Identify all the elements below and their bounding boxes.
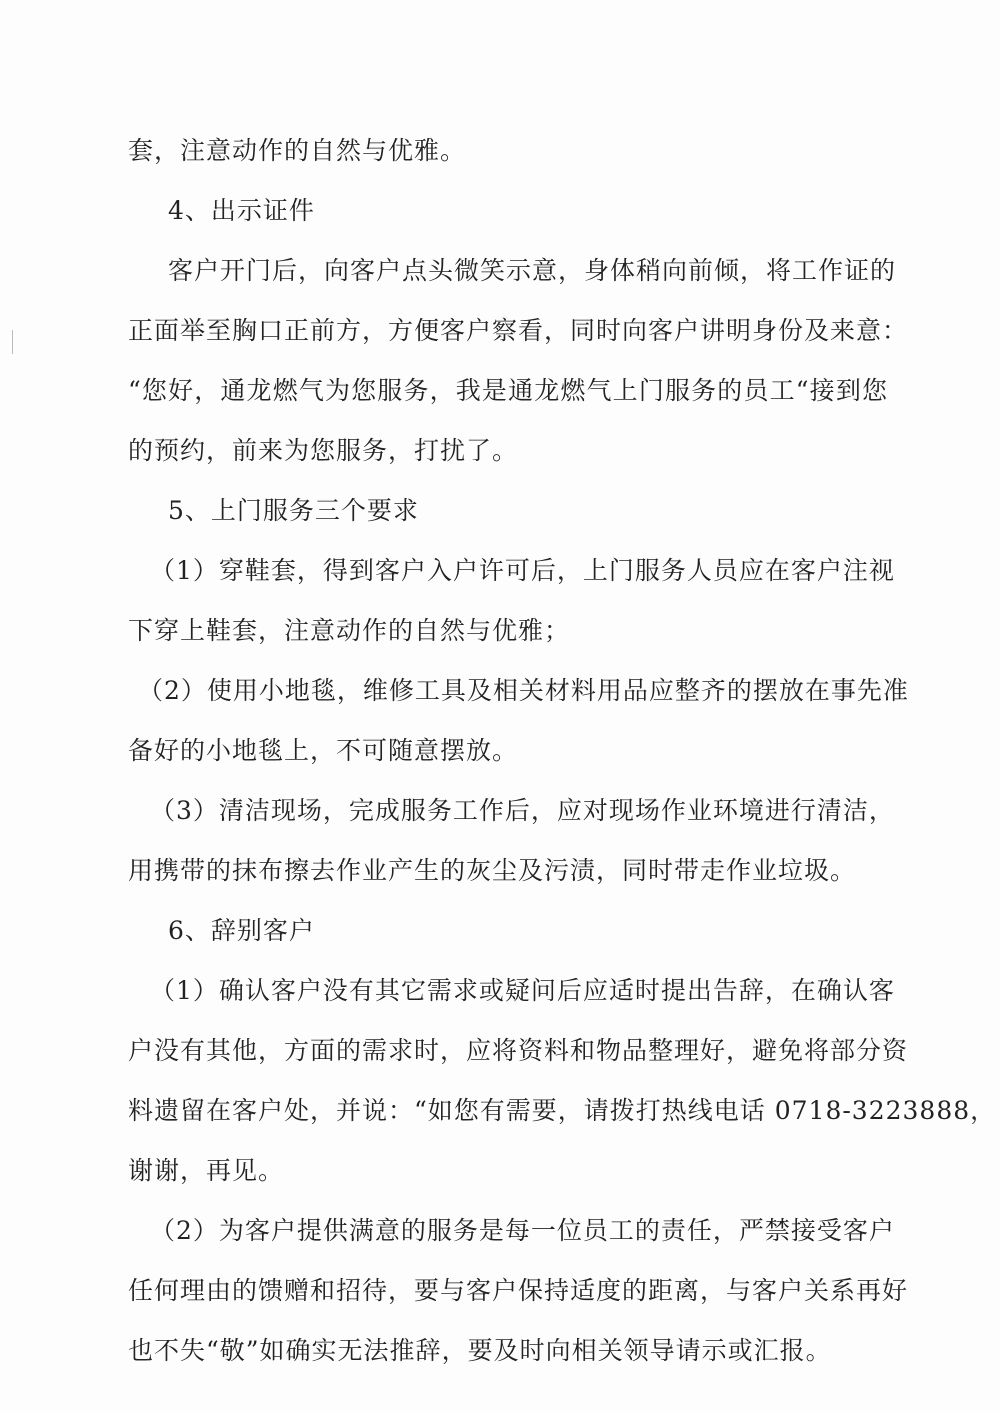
paragraph-line: 下穿上鞋套，注意动作的自然与优雅； <box>128 616 571 645</box>
paragraph-line: （2）为客户提供满意的服务是每一位员工的责任，严禁接受客户 <box>150 1216 895 1245</box>
paragraph-line: “您好，通龙燃气为您服务，我是通龙燃气上门服务的员工“接到您 <box>128 376 888 405</box>
paragraph-line: 也不失“敬”如确实无法推辞，要及时向相关领导请示或汇报。 <box>128 1336 832 1365</box>
paragraph-line: 客户开门后，向客户点头微笑示意，身体稍向前倾，将工作证的 <box>168 256 897 285</box>
paragraph-line: 的预约，前来为您服务，打扰了。 <box>128 436 519 465</box>
paragraph-line: 户没有其他，方面的需求时，应将资料和物品整理好，避免将部分资 <box>128 1036 909 1065</box>
paragraph-line: 用携带的抹布擦去作业产生的灰尘及污渍，同时带走作业垃圾。 <box>128 856 857 885</box>
paragraph-line: （3）清洁现场，完成服务工作后，应对现场作业环境进行清洁， <box>150 796 895 825</box>
paragraph-line: （1）穿鞋套，得到客户入户许可后，上门服务人员应在客户注视 <box>150 556 895 585</box>
section-heading-6: 6、辞别客户 <box>168 916 315 945</box>
paragraph-line: 任何理由的馈赠和招待，要与客户保持适度的距离，与客户关系再好 <box>128 1276 909 1305</box>
paragraph-line: 正面举至胸口正前方，方便客户察看，同时向客户讲明身份及来意： <box>128 316 909 345</box>
section-heading-4: 4、出示证件 <box>168 196 315 225</box>
paragraph-line: 备好的小地毯上，不可随意摆放。 <box>128 736 519 765</box>
document-body <box>128 136 997 1396</box>
scan-margin-mark <box>12 330 13 354</box>
paragraph-line: （1）确认客户没有其它需求或疑问后应适时提出告辞，在确认客 <box>150 976 895 1005</box>
paragraph-line: （2）使用小地毯，维修工具及相关材料用品应整齐的摆放在事先准 <box>138 676 909 705</box>
paragraph-line: 谢谢，再见。 <box>128 1156 285 1185</box>
section-heading-5: 5、上门服务三个要求 <box>168 496 419 525</box>
paragraph-line: 套，注意动作的自然与优雅。 <box>128 136 467 165</box>
paragraph-line: 料遗留在客户处，并说：“如您有需要，请拨打热线电话 0718-3223888， <box>128 1096 997 1125</box>
